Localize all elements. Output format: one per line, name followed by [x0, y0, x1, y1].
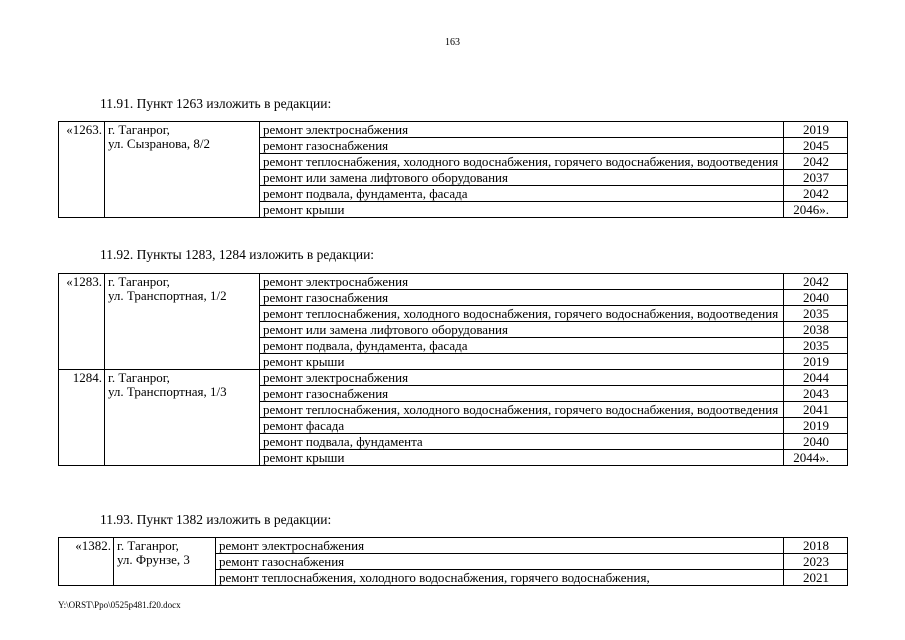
work-year: 2023: [784, 554, 848, 570]
amendment-table-1382: [58, 537, 848, 586]
work-year: 2044».: [784, 450, 848, 466]
address-cell: [114, 538, 216, 586]
section-heading-11-93: 11.93. Пункт 1382 изложить в редакции:: [100, 512, 332, 527]
section-heading-11-91: 11.91. Пункт 1263 изложить в редакции:: [100, 96, 332, 111]
address-cell: [105, 122, 260, 218]
work-type: ремонт газоснабжения: [260, 386, 784, 402]
work-type: ремонт газоснабжения: [260, 138, 784, 154]
table-row: [59, 122, 848, 138]
work-year: 2042: [784, 274, 848, 290]
work-year: 2019: [784, 418, 848, 434]
work-type: ремонт теплоснабжения, холодного водоснабжения, горячего водоснабжения, водоотведения: [260, 306, 784, 322]
work-type: ремонт электроснабжения: [260, 274, 784, 290]
work-year: 2046».: [784, 202, 848, 218]
work-type: ремонт подвала, фундамента: [260, 434, 784, 450]
work-type: ремонт фасада: [260, 418, 784, 434]
work-year: 2038: [784, 322, 848, 338]
amendment-table-1263: [58, 121, 848, 218]
work-year: 2037: [784, 170, 848, 186]
address-cell: [105, 274, 260, 370]
address-street: ул. Транспортная, 1/3: [108, 384, 227, 399]
work-year: 2040: [784, 434, 848, 450]
amendment-table-1283-1284: [58, 273, 848, 466]
item-number: «1283.: [59, 274, 105, 370]
work-type: ремонт или замена лифтового оборудования: [260, 170, 784, 186]
footer-file-path: Y:\ORST\Ppo\0525p481.f20.docx: [58, 600, 181, 610]
address-city: г. Таганрог,: [117, 538, 179, 553]
work-type: ремонт газоснабжения: [216, 554, 784, 570]
work-type: ремонт крыши: [260, 450, 784, 466]
work-year: 2040: [784, 290, 848, 306]
work-type: ремонт или замена лифтового оборудования: [260, 322, 784, 338]
work-type: ремонт газоснабжения: [260, 290, 784, 306]
work-year: 2021: [784, 570, 848, 586]
work-type: ремонт подвала, фундамента, фасада: [260, 186, 784, 202]
section-heading-11-92: 11.92. Пункты 1283, 1284 изложить в редакции:: [100, 247, 375, 262]
item-number: 1284.: [59, 370, 105, 466]
work-type: ремонт электроснабжения: [260, 370, 784, 386]
work-type: ремонт теплоснабжения, холодного водоснабжения, горячего водоснабжения, водоотведения: [260, 402, 784, 418]
work-year: 2045: [784, 138, 848, 154]
work-type: ремонт крыши: [260, 354, 784, 370]
work-year: 2035: [784, 338, 848, 354]
address-street: ул. Транспортная, 1/2: [108, 288, 227, 303]
address-city: г. Таганрог,: [108, 122, 170, 137]
work-type: ремонт подвала, фундамента, фасада: [260, 338, 784, 354]
table-row: [59, 538, 848, 554]
address-city: г. Таганрог,: [108, 370, 170, 385]
work-year: 2042: [784, 186, 848, 202]
table-row: [59, 274, 848, 290]
work-type: ремонт электроснабжения: [260, 122, 784, 138]
work-year: 2043: [784, 386, 848, 402]
work-year: 2019: [784, 122, 848, 138]
work-type: ремонт теплоснабжения, холодного водоснабжения, горячего водоснабжения, водоотведения: [260, 154, 784, 170]
work-year: 2019: [784, 354, 848, 370]
work-year: 2035: [784, 306, 848, 322]
work-year: 2018: [784, 538, 848, 554]
work-type: ремонт теплоснабжения, холодного водоснабжения, горячего водоснабжения,: [216, 570, 784, 586]
item-number: «1382.: [59, 538, 114, 586]
table-row: [59, 370, 848, 386]
page-number: 163: [445, 37, 460, 48]
work-type: ремонт крыши: [260, 202, 784, 218]
address-cell: [105, 370, 260, 466]
work-year: 2041: [784, 402, 848, 418]
item-number: «1263.: [59, 122, 105, 218]
work-year: 2044: [784, 370, 848, 386]
address-city: г. Таганрог,: [108, 274, 170, 289]
work-year: 2042: [784, 154, 848, 170]
address-street: ул. Фрунзе, 3: [117, 552, 190, 567]
address-street: ул. Сызранова, 8/2: [108, 136, 211, 151]
work-type: ремонт электроснабжения: [216, 538, 784, 554]
